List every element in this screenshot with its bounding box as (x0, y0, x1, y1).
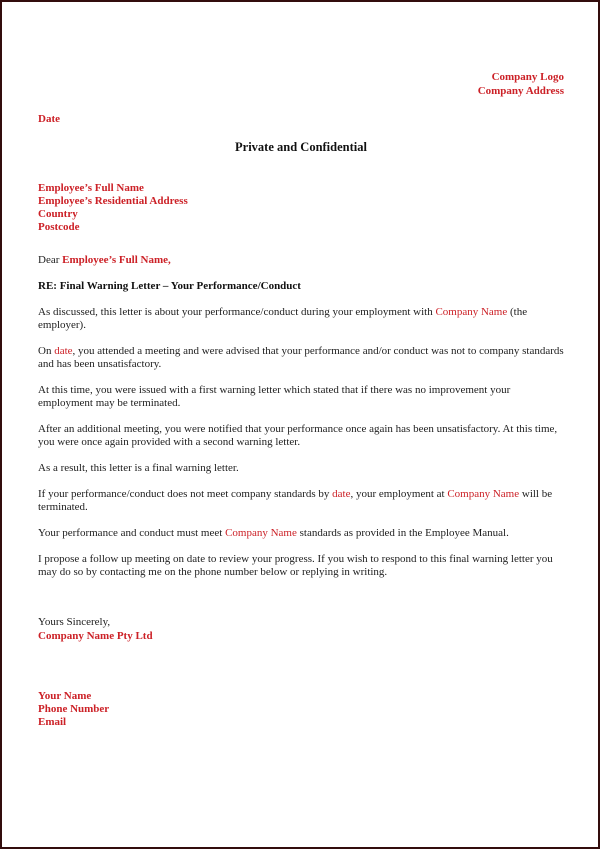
sender-contact-block (38, 690, 564, 729)
placeholder-text: date (332, 488, 351, 500)
body-paragraph (38, 423, 564, 449)
letter-text: , you attended a meeting and were advised that your performance and/or conduct was not to company standards and has been unsatisfactory. (38, 345, 564, 370)
letter-body (38, 306, 564, 579)
placeholder-text: Company Name (225, 527, 297, 539)
placeholder-text: Employee’s Full Name, (62, 254, 171, 266)
sender-line: Phone Number (38, 703, 110, 715)
recipient-line: Employee’s Residential Address (38, 195, 188, 207)
letter-text: standards as provided in the Employee Manual. (296, 527, 509, 539)
body-paragraph (38, 345, 564, 371)
body-paragraph (38, 462, 564, 475)
body-paragraph (38, 527, 564, 540)
sender-line: Email (38, 716, 67, 728)
salutation-line (38, 254, 564, 267)
recipient-line: Country (38, 208, 78, 220)
body-paragraph (38, 488, 564, 514)
company-logo-placeholder: Company Logo (491, 71, 564, 83)
subject-line: RE: Final Warning Letter – Your Performance/Conduct (38, 280, 301, 292)
valediction: Yours Sincerely, (38, 616, 111, 628)
company-address-placeholder: Company Address (477, 84, 564, 97)
placeholder-text: date (54, 345, 73, 357)
letter-text: I propose a follow up meeting on date to review your progress. If you wish to respond to this final warning letter you may do so by contacting me on the phone number below or replying in writing. (38, 553, 553, 578)
body-paragraph (38, 384, 564, 410)
recipient-line: Postcode (38, 221, 80, 233)
closing-block (38, 616, 564, 643)
letter-text: (the employer). (38, 306, 528, 331)
letter-title: Private and Confidential (235, 140, 367, 154)
letter-text: , your employment at (350, 488, 448, 500)
letter-text: At this time, you were issued with a first warning letter which stated that if there was no improvement your employment may be terminated. (38, 384, 511, 409)
letter-text: Your performance and conduct must meet (38, 527, 226, 539)
signing-company-name: Company Name Pty Ltd (38, 629, 153, 642)
date-placeholder: Date (38, 113, 60, 125)
body-paragraph (38, 553, 564, 579)
recipient-address-block (38, 182, 564, 234)
letter-text: After an additional meeting, you were notified that your performance once again has been unsatisfactory. At this time, you were once again provided with a second warning letter. (38, 423, 558, 448)
placeholder-text: Company Name (447, 488, 520, 500)
letterhead (38, 71, 564, 98)
sender-line: Your Name (38, 690, 92, 702)
letter-text: As discussed, this letter is about your performance/conduct during your employment with (38, 306, 436, 318)
letter-text: Dear (38, 254, 63, 266)
placeholder-text: Company Name (435, 306, 508, 318)
letter-text: On (38, 345, 55, 357)
body-paragraph (38, 306, 564, 332)
letter-text: As a result, this letter is a final warning letter. (38, 462, 239, 474)
letter-text: If your performance/conduct does not meet company standards by (38, 488, 333, 500)
letter-text: will be terminated. (38, 488, 553, 513)
recipient-line: Employee’s Full Name (38, 182, 144, 194)
